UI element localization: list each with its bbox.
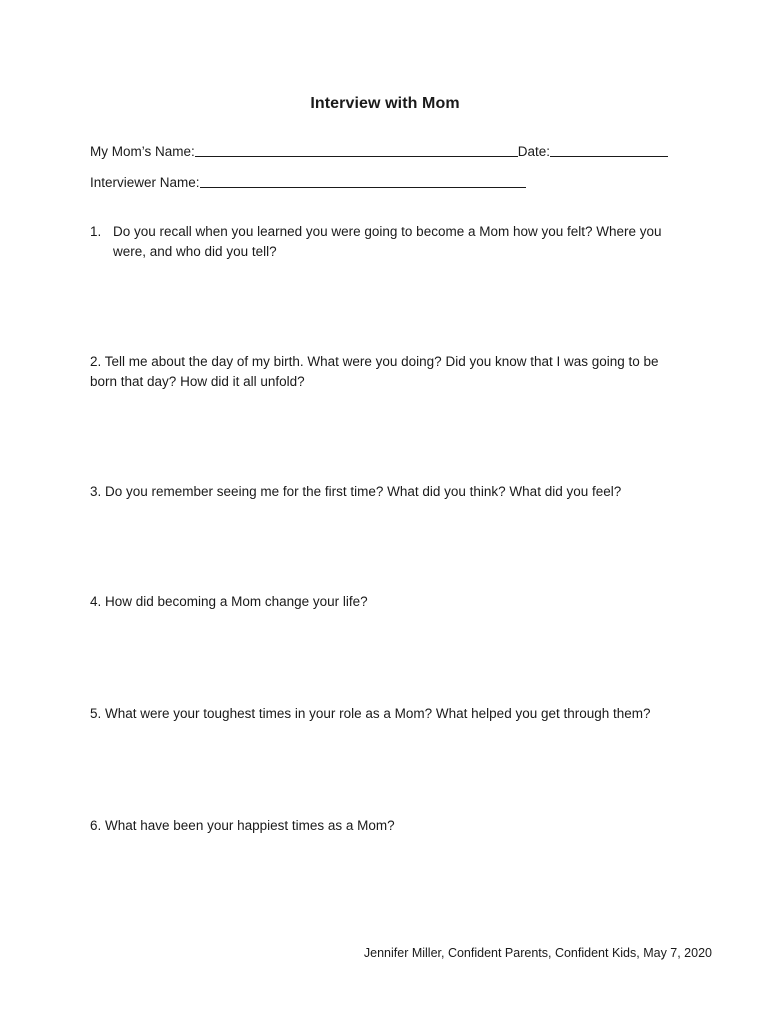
question-6: 6. What have been your happiest times as a Mom? bbox=[90, 818, 395, 833]
mom-name-blank[interactable] bbox=[195, 144, 518, 157]
footer-credit: Jennifer Miller, Confident Parents, Confident Kids, May 7, 2020 bbox=[363, 946, 712, 960]
date-label: Date: bbox=[517, 144, 551, 159]
question-1-text: Do you recall when you learned you were going to become a Mom how you felt? Where you were, and who did you tell? bbox=[113, 224, 662, 259]
question-1 bbox=[90, 222, 665, 261]
mom-name-row bbox=[90, 144, 668, 159]
question-3: 3. Do you remember seeing me for the first time? What did you think? What did you feel? bbox=[90, 484, 622, 499]
interviewer-name-label: Interviewer Name: bbox=[90, 175, 200, 190]
interviewer-name-blank[interactable] bbox=[200, 175, 526, 188]
question-4: 4. How did becoming a Mom change your life? bbox=[90, 594, 368, 609]
question-2: 2. Tell me about the day of my birth. What were you doing? Did you know that I was going to be born that day? How did it all unfold? bbox=[90, 354, 659, 389]
question-1-number: 1. bbox=[90, 224, 102, 239]
mom-name-label: My Mom’s Name: bbox=[90, 144, 195, 159]
interviewer-name-row bbox=[90, 175, 526, 190]
date-blank[interactable] bbox=[550, 144, 668, 157]
question-5: 5. What were your toughest times in your role as a Mom? What helped you get through them? bbox=[90, 706, 651, 721]
page-title: Interview with Mom bbox=[310, 95, 460, 112]
